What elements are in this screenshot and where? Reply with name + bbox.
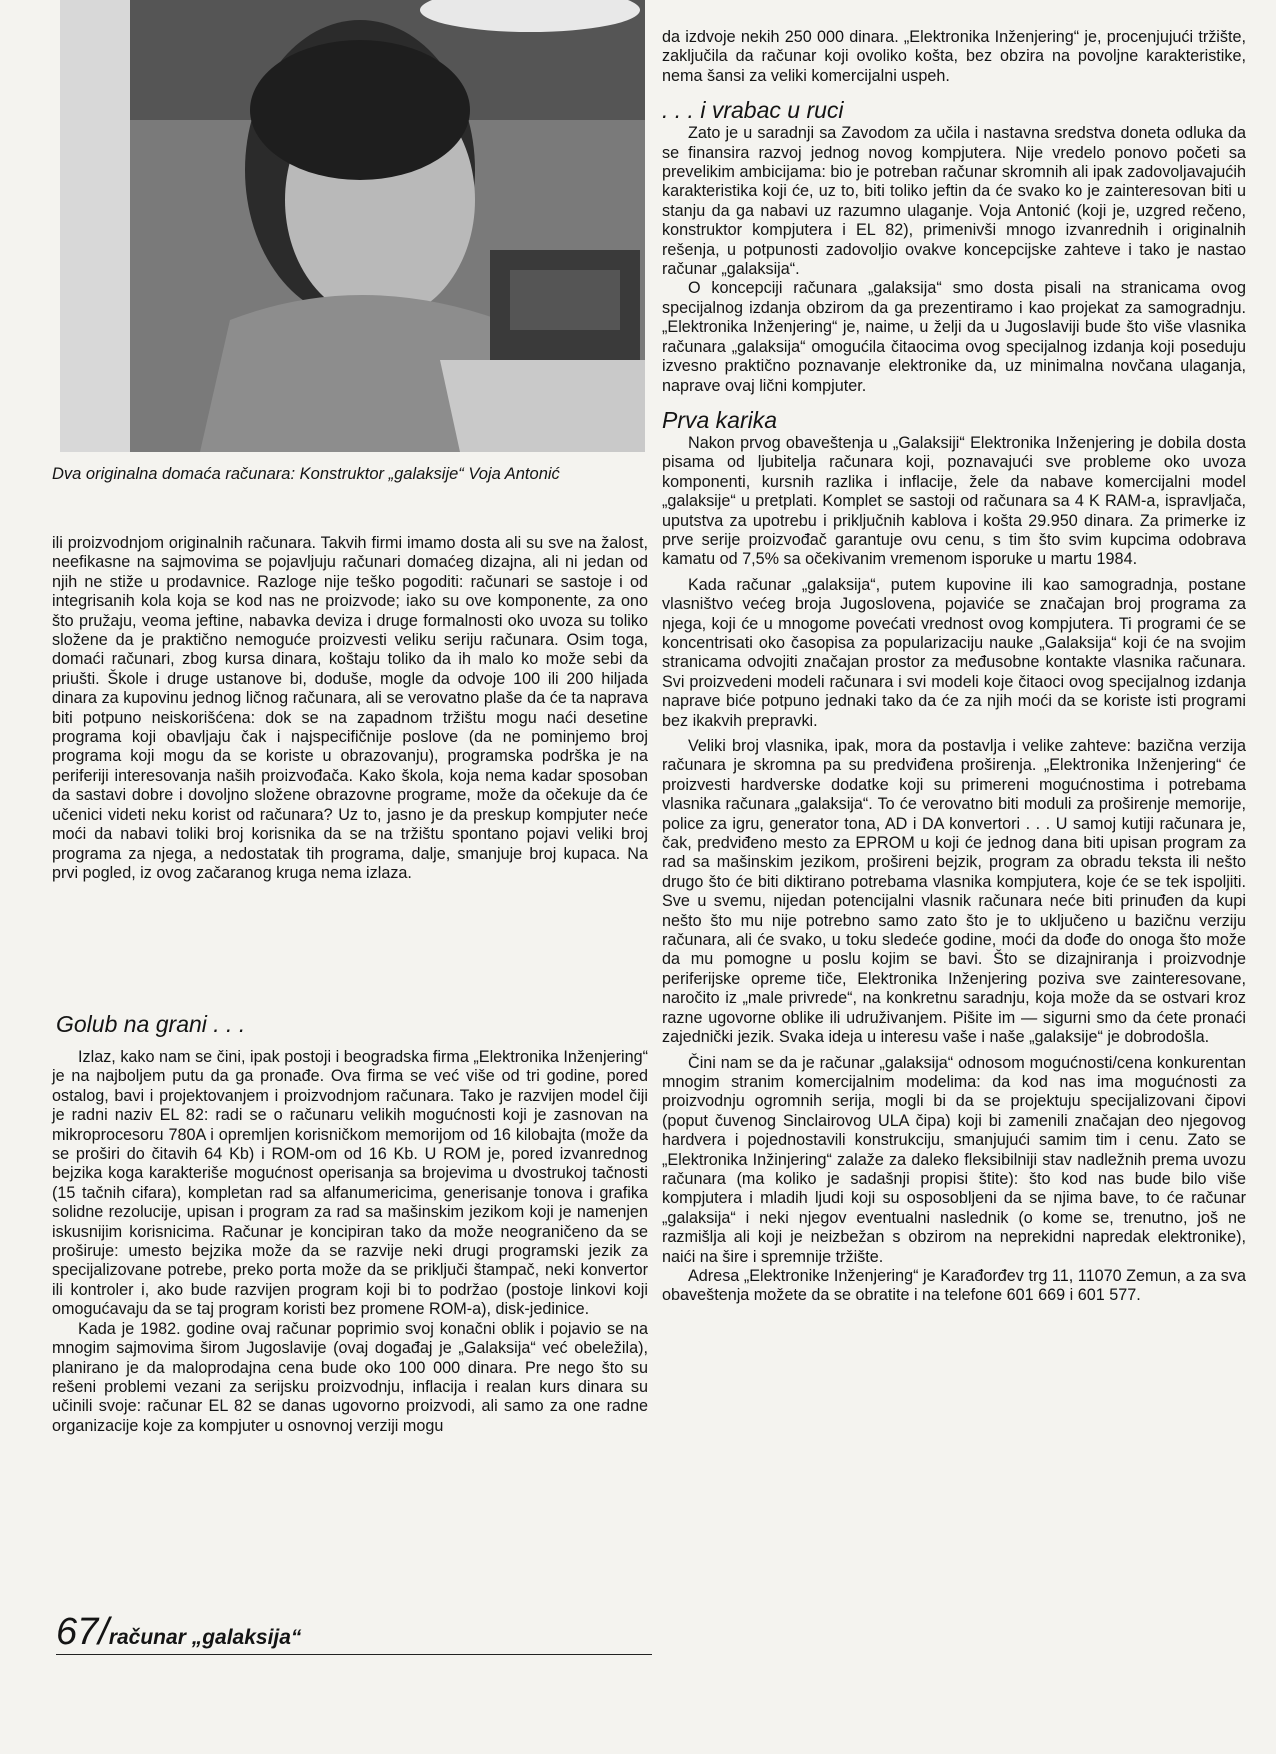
right-column — [662, 28, 1246, 1306]
left-column-intro — [52, 534, 648, 883]
paragraph: Nakon prvog obaveštenja u „Galaksiji“ Elektronika Inženjering je dobila dosta pisama od ljubitelja računara koji, poznavajući sve probleme oko uvoza komponenti, kursnih razlika i inflacije, žele da nabave komercijalni model „galaksije“ u pretplati. Komplet se sastoji od računara sa 4 K RAM-a, ispravljača, uputstva za upotrebu i priključnih kablova i košta 29.950 dinara. Za primerke iz prve serije proizvođač garantuje ovu cenu, s tim što svim kupcima odobrava kamatu od 7,5% sa očekivanim vremenom isporuke u martu 1984. — [662, 433, 1246, 569]
page-number: 67/ — [56, 1611, 109, 1653]
paragraph: ili proizvodnjom originalnih računara. Takvih firmi imamo dosta ali su sve na žalost, neefikasne na sajmovima se pojavljuju računari domaćeg dizajna, ali ni jedan od njih ne stiže u prodavnice. Razloge nije teško pogoditi: računari se sastoje i od integrisanih kola koja se kod nas ne proizvode; iako su ove komponente, za ono što pružaju, veoma jeftine, nabavka deviza i druge formalnosti oko uvoza su toliko složene da je praktično nemoguće proizvesti veliku seriju računara. Osim toga, domaći računari, zbog kursa dinara, koštaju toliko da ih malo ko može sebi da priušti. Škole i druge ustanove bi, doduše, mogle da odvoje 100 ili 200 hiljada dinara za kupovinu jednog ličnog računara, ali se verovatno plaše da će ta naprava biti potpuno neiskorišćena: dok se na zapadnom tržištu mogu naći desetine programa koji obavljaju čak i najspecifičnije poslove (da ne pominjemo broj programa koji mogu da se koriste u obrazovanju), programska podrška je na periferiji interesovanja naših proizvođača. Kako škola, koja nema kadar sposoban da sastavi dobre i dovoljno složene obrazovne programe, može da očekuje da će učenici videti neku korist od računara? Uz to, jasno je da preskup kompjuter neće moći da nabavi toliki broj korisnika da se na tržištu spontano pojavi veliki broj programa za njega, a nedostatak tih programa, dalje, smanjuje broj kupaca. Na prvi pogled, iz ovog začaranog kruga nema izlaza. — [52, 534, 648, 882]
man-at-desk-photo — [60, 0, 645, 452]
paragraph: Kada računar „galaksija“, putem kupovine ili kao samogradnja, postane vlasništvo većeg broja Jugoslovena, pojaviće se značajan broj programa za njega, koji će u mnogome povećati vrednost ovog kompjutera. Ti programi će se koncentrisati oko časopisa za popularizaciju nauke „Galaksija“ koji će na svojim stranicama odvojiti značajan prostor za međusobne kontakte vlasnika računara. Svi proizvedeni modeli računara i svi modeli koje čitaoci ovog specijalnog izdanja naprave biće potpuno jednaki tako da će za njih moći da se koriste isti programi bez ikakvih prepravki. — [662, 575, 1246, 730]
heading-prva-karika: Prva karika — [662, 406, 778, 433]
left-column-body — [52, 1048, 648, 1436]
heading-golub-na-grani: Golub na grani . . . — [56, 1011, 246, 1037]
paragraph: Čini nam se da je računar „galaksija“ odnosom mogućnosti/cena konkurentan mnogim stranim komercijalnim modelima: da kod nas ima mogućnosti za proizvodnju ogromnih serija, mogli bi da se projektuju specijalizovani čipovi (poput čuvenog Sinclairovog ULA čipa) koji bi zamenili značajan deo njegovog hardvera i pojednostavili konstrukciju, smanjujući samim tim i cenu. Zato se „Elektronika Inžinjering“ zalaže za daleko fleksibilniji stav nadležnih prema uvozu računara (ma koliko je sadašnji propisi štite): što kod nas bude bilo više kompjutera i mladih ljudi koji su osposobljeni da se njima bave, to će računar „galaksija“ i neki njegov eventualni naslednik (o kome se, trenutno, još ne razmišlja ali koji je neizbežan s obzirom na neprekidni napredak elektronike), naići na šire i spremnije tržište. — [662, 1053, 1246, 1266]
photo-caption: Dva originalna domaća računara: Konstruktor „galaksije“ Voja Antonić — [52, 465, 560, 483]
paragraph: Zato je u saradnji sa Zavodom za učila i nastavna sredstva doneta odluka da se finansira razvoj jednog novog kompjutera. Nije vredelo ponovo početi sa prevelikim ambicijama: bio je potreban računar skromnih ali ipak zadovoljavajućih karakteristika koji će, uz to, biti toliko jeftin da će svako ko je zainteresovan biti u stanju da ga nabavi uz razumno ulaganje. Voja Antonić (koji je, uzgred rečeno, konstruktor kompjutera i EL 82), primenivši mnogo izvanrednih i originalnih rešenja, u potpunosti zadovoljio ovakve koncepcijske zahteve i tako je nastao računar „galaksija“. — [662, 124, 1246, 279]
paragraph: Izlaz, kako nam se čini, ipak postoji i beogradska firma „Elektronika Inženjering“ je na najboljem putu da ga pronađe. Ova firma se već više od tri godine, pored ostalog, bavi i projektovanjem i proizvodnjom računara. Tako je razvijen model čiji je radni naziv EL 82: radi se o računaru velikih mogućnosti koji je zasnovan na mikroprocesoru 780A i opremljen korisničkom memorijom od 16 kilobajta (može da se proširi do čitavih 64 Kb) i ROM-om od 16 Kb. U ROM je, pored izvanrednog bejzika koga karakteriše mogućnost operisanja sa brojevima u dvostrukoj tačnosti (15 tačnih cifara), kompletan rad sa alfanumericima, generisanje tonova i grafika solidne rezolucije, upisan i program za rad sa mašinskim jezikom koji je namenjen iskusnijim korisnicima. Računar je koncipiran tako da može neograničeno da se proširuje: umesto bejzika može da se razvije neki drugi programski jezik za specijalizovane potrebe, preko porta može da se priključi štampač, neki konvertor ili kontroler i, ako bude razvijen program koji bi to podržao (postoje linkovi koji omogućavaju da se taj program koristi bez promene ROM-a), disk-jedinice. — [52, 1048, 648, 1319]
paragraph: Adresa „Elektronike Inženjering“ je Karađorđev trg 11, 11070 Zemun, a za sva obaveštenja možete da se obratite i na telefone 601 669 i 601 577. — [662, 1266, 1246, 1305]
photo-illustration — [60, 0, 645, 452]
paragraph: Veliki broj vlasnika, ipak, mora da postavlja i velike zahteve: bazična verzija računara je skromna pa su predviđena proširenja. „Elektronika Inženjering“ će proizvesti hardverske dodatke koji su primereni mogućnostima i potrebama vlasnika računara „galaksija“. To će verovatno biti moduli za proširenje memorije, police za igru, generator tona, AD i DA konvertori . . . U samoj kutiji računara je, čak, predviđeno mesto za EPROM u koji će jednog dana biti upisan program za rad sa mašinskim jezikom, prošireni bejzik, program za obradu teksta ili nešto drugo što će biti diktirano potrebama vlasnika kompjutera, koje će se tek ispoljiti. Sve u svemu, nijedan potencijalni vlasnik računara neće biti prinuđen da kupi nešto što mu nije potrebno samo zato što je to uključeno u bazičnu verziju računara, ali će svako, u toku sledeće godine, moći da dođe do onoga što može da mu pomogne u poslu kojim se bavi. Što se dizajniranja i proizvodnje periferijske opreme tiče, Elektronika Inženjering poziva sve zainteresovane, naročito iz „male privrede“, na konkretnu saradnju, koja može da se ostvari kroz razne ugovorne oblike ili udruživanjem. Pišite im — sigurni smo da ćete pronaći zajednički jezik. Svaka ideja u interesu vaše i naše „galaksije“ je dobrodošla. — [662, 737, 1246, 1047]
paragraph: da izdvoje nekih 250 000 dinara. „Elektronika Inženjering“ je, procenjujući tržište, zaključila da računar koji ovoliko košta, bez obzira na povoljne karakteristike, nema šansi za veliki komercijalni uspeh. — [662, 28, 1246, 85]
heading-i-vrabac-u-ruci: . . . i vrabac u ruci — [662, 97, 844, 124]
paragraph: O koncepciji računara „galaksija“ smo dosta pisali na stranicama ovog specijalnog izdanja obzirom da ga prezentiramo i kao projekat za samogradnju. „Elektronika Inženjering“ je, naime, u želji da u Jugoslaviji bude što više vlasnika računara „galaksija“ omogućila čitaocima ovog specijalnog izdanja koji poseduju izvesno praktično poznavanje elektronike da, uz minimalna novčana ulaganja, naprave ovaj lični kompjuter. — [662, 279, 1246, 395]
paragraph: Kada je 1982. godine ovaj računar poprimio svoj konačni oblik i pojavio se na mnogim sajmovima širom Jugoslavije (ovaj događaj je „Galaksija“ već obeležila), planirano je da maloprodajna cena bude oko 100 000 dinara. Pre nego što su rešeni problemi vezani za serijsku proizvodnju, inflacija i realan kurs dinara su učinili svoje: računar EL 82 se danas ugovorno proizvodi, ali samo za one radne organizacije koje za kompjuter u osnovnoj verziji mogu — [52, 1319, 648, 1435]
magazine-title: računar „galaksija“ — [108, 1626, 302, 1649]
section-heading — [56, 1010, 245, 1038]
page-footer — [56, 1612, 652, 1655]
